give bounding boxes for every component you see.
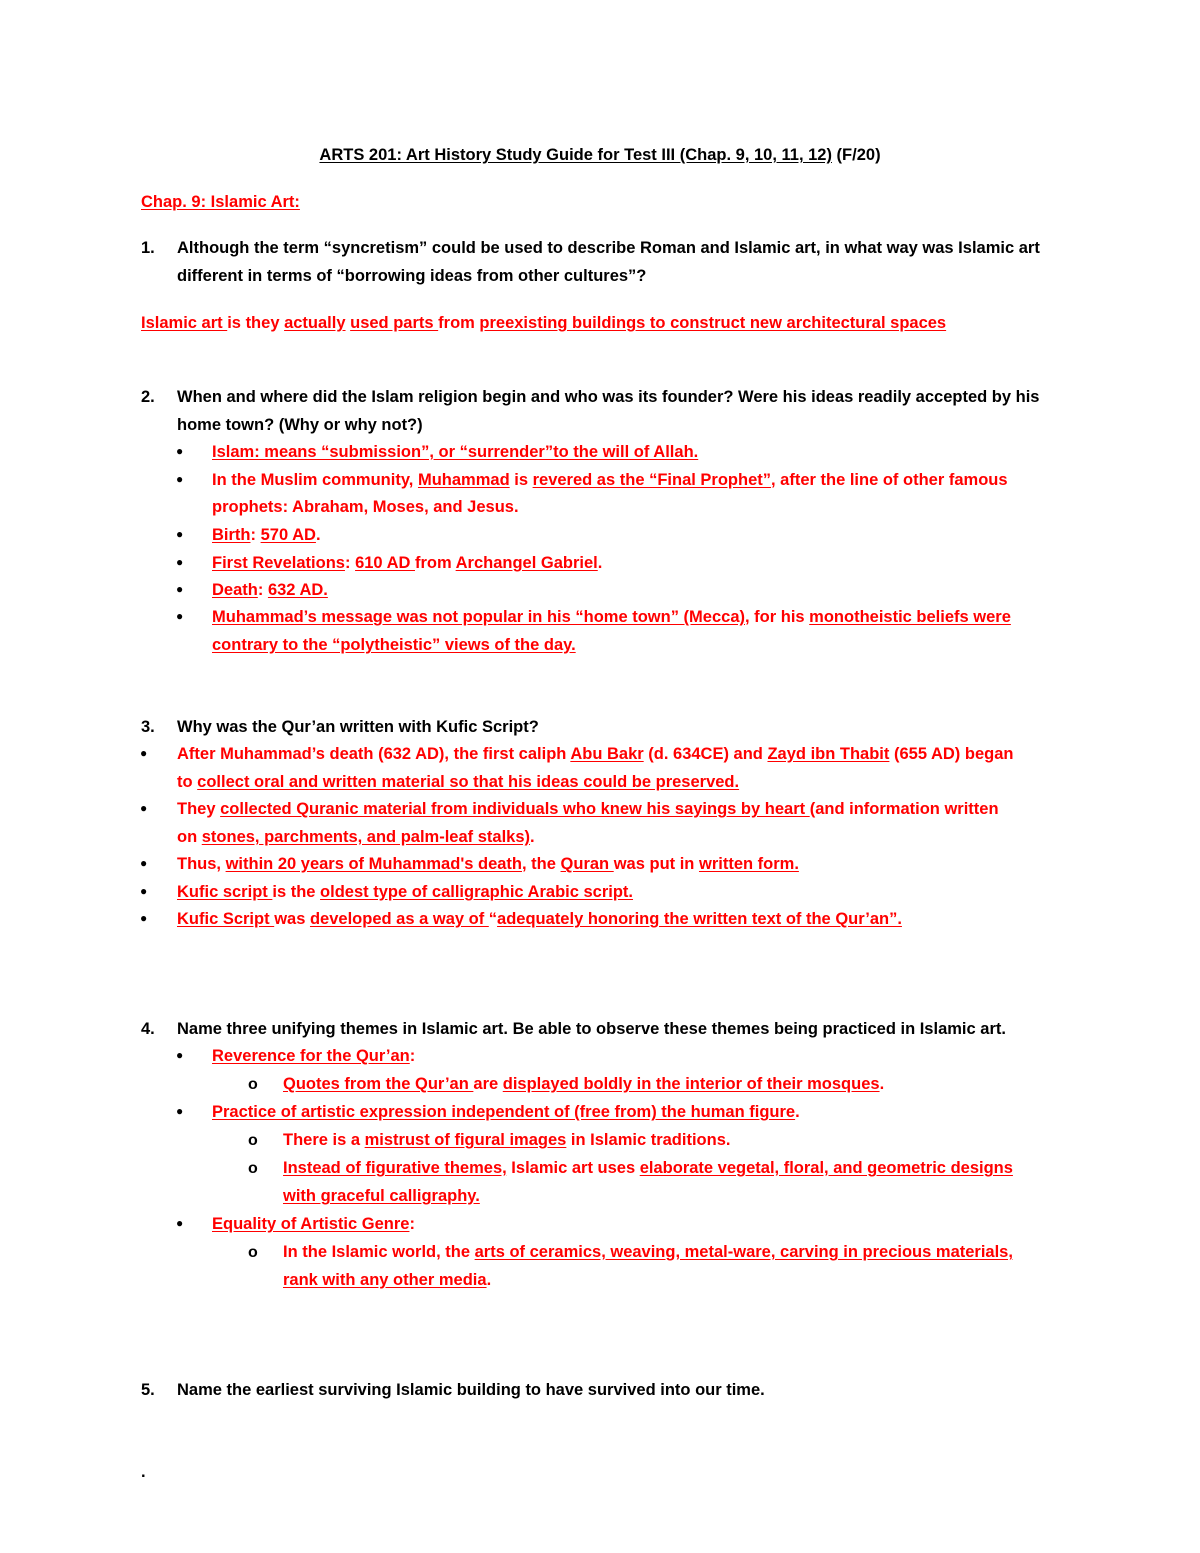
circle-bullet-icon: o <box>248 1160 258 1177</box>
text-part: (d. 634CE) and <box>643 745 768 763</box>
q1-answer-part: preexisting buildings to construct new architectural spaces <box>479 314 947 332</box>
text-part: collected Quranic material from individuals who knew his sayings by heart <box>220 800 810 818</box>
text-part: : <box>409 1215 415 1233</box>
title-main: ARTS 201: Art History Study Guide for Test III (Chap. 9, 10, 11, 12) <box>319 146 832 164</box>
text-part: Reverence for the Qur’an <box>212 1047 410 1065</box>
q2-bullet-islam <box>212 442 698 462</box>
circle-bullet-icon: o <box>248 1244 258 1261</box>
text-part: to <box>177 773 198 791</box>
text-part: with graceful calligraphy. <box>283 1187 480 1205</box>
bullet-icon: ● <box>176 1216 184 1230</box>
q1-answer-part: from <box>438 314 480 332</box>
q2-bullet-message <box>212 607 1011 627</box>
text-part: : <box>344 554 356 572</box>
text-part: (and information written <box>809 800 999 818</box>
q4-bullet-equality <box>212 1214 415 1234</box>
text-part: stones, parchments, and palm-leaf stalks) <box>201 828 531 846</box>
q2-bullet-death <box>212 580 328 600</box>
text-part: In the Islamic world, the <box>283 1243 475 1261</box>
text-part: developed as a way of <box>309 910 489 928</box>
q3-bullet-kufic-developed <box>177 909 902 929</box>
text-part: are <box>473 1075 503 1093</box>
text-part: “ <box>488 910 498 928</box>
text-part: displayed boldly in the interior of their mosques <box>502 1075 880 1093</box>
q1-question-line1: Although the term “syncretism” could be used to describe Roman and Islamic art, in what way was Islamic art <box>177 239 1040 257</box>
text-part: . <box>795 1103 800 1121</box>
q3-bullet-collected-cont <box>177 827 535 847</box>
text-part: Kufic Script <box>177 910 275 928</box>
q3-bullet-caliph-cont <box>177 772 739 792</box>
q4-sub-quotes <box>283 1074 884 1094</box>
text-part: within 20 years of Muhammad's death <box>225 855 523 873</box>
text-part: 632 AD. <box>267 581 328 599</box>
bullet-icon: ● <box>176 444 184 458</box>
q2-question-line2: home town? (Why or why not?) <box>177 416 423 434</box>
text-part: . <box>879 1075 885 1093</box>
q4-bullet-reverence <box>212 1046 415 1066</box>
q2-bullet-community <box>212 470 1008 490</box>
text-part: was put in <box>613 855 699 873</box>
q5-question: Name the earliest surviving Islamic building to have survived into our time. <box>177 1381 765 1399</box>
q2-bullet-community-cont: prophets: Abraham, Moses, and Jesus. <box>212 498 519 516</box>
text-part: Islamic art uses <box>506 1159 640 1177</box>
text-part: . <box>597 554 603 572</box>
text-part: arts of ceramics, weaving, metal-ware, carving in precious materials, <box>474 1243 1013 1261</box>
text-part: After Muhammad’s death (632 AD), the first caliph <box>177 745 571 763</box>
text-part: , after the line of other famous <box>771 471 1008 489</box>
bullet-icon: ● <box>140 884 148 898</box>
bullet-icon: ● <box>140 801 148 815</box>
q2-bullet-revelations <box>212 553 602 573</box>
q4-sub-islamic-world-cont <box>283 1270 491 1290</box>
text-part: from <box>414 554 456 572</box>
text-part: contrary to the “polytheistic” views of the day. <box>212 636 576 654</box>
text-part: elaborate vegetal, floral, and geometric designs <box>639 1159 1013 1177</box>
text-part: Muhammad’s message was not popular in his “home town” (Mecca) <box>212 608 745 626</box>
q4-bullet-practice <box>212 1102 800 1122</box>
text-part: rank with any other media <box>283 1271 487 1289</box>
text-part: Muhammad <box>417 471 510 489</box>
text-part: Practice of artistic expression independent of (free from) the human figure <box>212 1103 796 1121</box>
text-part: oldest type of calligraphic Arabic script. <box>320 883 634 901</box>
q3-bullet-written-form <box>177 854 799 874</box>
text-part: First Revelations <box>212 554 345 572</box>
document-title <box>0 145 1200 165</box>
text-part: . <box>530 828 535 846</box>
q1-answer <box>141 313 946 333</box>
text-part: Quotes from the Qur’an <box>283 1075 474 1093</box>
text-part: was <box>274 910 310 928</box>
q1-answer-part: is they <box>227 314 285 332</box>
text-part: . <box>315 526 321 544</box>
bullet-icon: ● <box>176 1048 184 1062</box>
q4-sub-instead-cont <box>283 1186 480 1206</box>
text-part: revered as the “Final Prophet” <box>532 471 771 489</box>
text-part: (655 AD) began <box>889 745 1014 763</box>
q5-number: 5. <box>141 1381 155 1399</box>
text-part: Thus, <box>177 855 226 873</box>
text-part: adequately honoring the written text of the Qur’an”. <box>497 910 902 928</box>
q1-answer-part: actually <box>284 314 346 332</box>
text-part: There is a <box>283 1131 365 1149</box>
trailing-mark: . <box>141 1463 146 1481</box>
text-part: 610 AD <box>355 554 415 572</box>
bullet-icon: ● <box>176 527 184 541</box>
text-part: . <box>486 1271 492 1289</box>
bullet-icon: ● <box>140 911 148 925</box>
q2-question-line1: When and where did the Islam religion begin and who was its founder? Were his ideas readily accepted by his <box>177 388 1040 406</box>
text-part: Abu Bakr <box>570 745 644 763</box>
text-part: Death <box>212 581 258 599</box>
q4-number: 4. <box>141 1020 155 1038</box>
bullet-icon: ● <box>140 746 148 760</box>
text-part: In the Muslim community, <box>212 471 418 489</box>
text-part: mistrust of figural images <box>364 1131 567 1149</box>
q1-question-line2: different in terms of “borrowing ideas from other cultures”? <box>177 267 647 285</box>
q2-bullet-message-cont <box>212 635 576 655</box>
text-part: Instead of figurative themes, <box>283 1159 507 1177</box>
title-suffix: (F/20) <box>831 146 881 164</box>
chapter-heading <box>141 192 300 212</box>
text-part: They <box>177 800 221 818</box>
bullet-icon: ● <box>176 1104 184 1118</box>
text-part: : <box>250 526 261 544</box>
circle-bullet-icon: o <box>248 1132 258 1149</box>
bullet-icon: ● <box>176 582 184 596</box>
text-part: , the <box>522 855 561 873</box>
text-part: , for his <box>745 608 810 626</box>
q2-bullet-birth <box>212 525 321 545</box>
q1-answer-part: used parts <box>350 314 439 332</box>
text-part: on <box>177 828 202 846</box>
bullet-icon: ● <box>176 472 184 486</box>
text-part: Birth <box>212 526 251 544</box>
chapter-heading-text: Chap. 9: Islamic Art: <box>141 193 300 211</box>
q1-answer-part: Islamic art <box>141 314 228 332</box>
text-part: collect oral and written material so that his ideas could be preserved. <box>197 773 740 791</box>
q2-number: 2. <box>141 388 155 406</box>
text-part: is the <box>272 883 321 901</box>
text-part: : <box>409 1047 416 1065</box>
q4-sub-mistrust <box>283 1130 730 1150</box>
text-part: : <box>257 581 268 599</box>
q3-number: 3. <box>141 718 155 736</box>
bullet-icon: ● <box>140 856 148 870</box>
text-part: Equality of Artistic Genre <box>212 1215 410 1233</box>
q4-question: Name three unifying themes in Islamic art. Be able to observe these themes being practiced in Islamic art. <box>177 1020 1006 1038</box>
text-part: Quran <box>560 855 614 873</box>
q4-sub-instead <box>283 1158 1013 1178</box>
q3-bullet-collected <box>177 799 999 819</box>
q3-question: Why was the Qur’an written with Kufic Script? <box>177 718 539 736</box>
text-part: 570 AD <box>260 526 316 544</box>
text-part: Zayd ibn Thabit <box>767 745 890 763</box>
q3-bullet-caliph <box>177 744 1013 764</box>
q3-bullet-kufic-oldest <box>177 882 633 902</box>
bullet-icon: ● <box>176 555 184 569</box>
q4-sub-islamic-world <box>283 1242 1013 1262</box>
bullet-icon: ● <box>176 609 184 623</box>
q1-number: 1. <box>141 239 155 257</box>
q2-bullet-islam-text: Islam: means “submission”, or “surrender”to the will of Allah. <box>212 443 699 461</box>
text-part: written form. <box>698 855 799 873</box>
text-part: in Islamic traditions. <box>566 1131 731 1149</box>
text-part: is <box>509 471 533 489</box>
text-part: monotheistic beliefs were <box>809 608 1011 626</box>
text-part: Archangel Gabriel <box>455 554 598 572</box>
circle-bullet-icon: o <box>248 1076 258 1093</box>
text-part: Kufic script <box>177 883 273 901</box>
